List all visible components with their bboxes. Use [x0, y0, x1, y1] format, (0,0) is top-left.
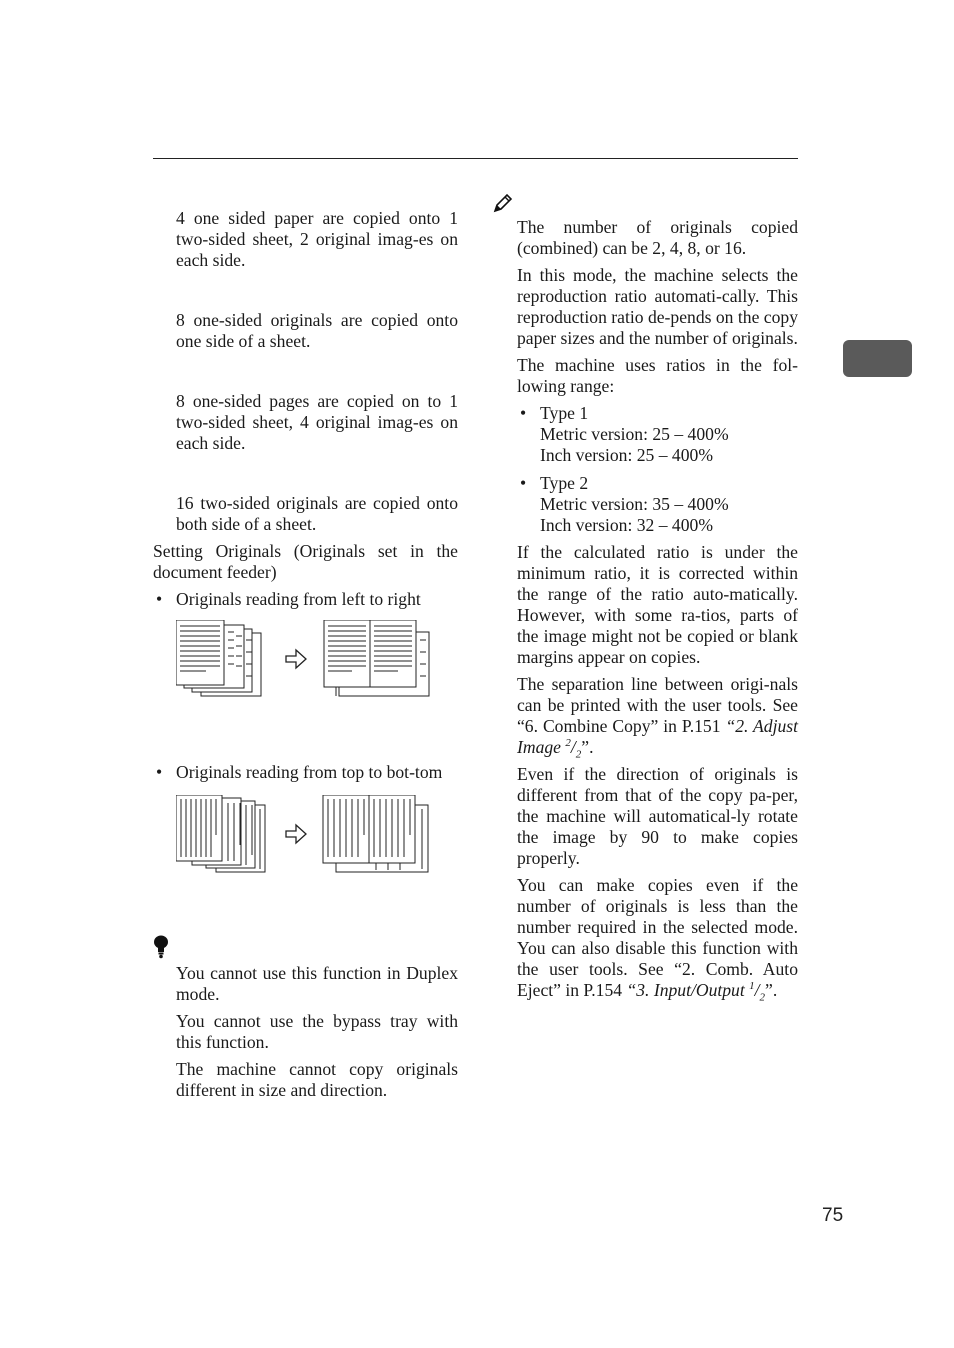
type1-inch: Inch version: 25 – 400%	[540, 445, 713, 465]
combine-item-2: 8 one-sided originals are copied onto one side of a sheet.	[176, 310, 458, 351]
auto-eject-text: You can make copies even if the number of originals is less than the number required in the selected mode. You can also disable this function with the user tools. See “2. Comb. Auto Eject” in P.154	[517, 875, 798, 1000]
type2-title: • Type 2	[540, 473, 589, 493]
type1-title: • Type 1	[540, 403, 589, 423]
left-to-right-diagram	[176, 620, 456, 700]
left-column	[153, 208, 458, 1101]
note-ratio-auto: In this mode, the machine selects the reproduction ratio automati-cally. This reproduction ratio de-pends on the copy paper sizes and the number of originals.	[517, 265, 798, 348]
chapter-tab	[843, 340, 912, 377]
combine-item-1: 4 one sided paper are copied onto 1 two-sided sheet, 2 original imag-es on each side.	[176, 208, 458, 270]
setting-originals-heading: Setting Originals (Originals set in the document feeder)	[153, 541, 458, 582]
combine-item-4: 16 two-sided originals are copied onto both side of a sheet.	[176, 493, 458, 534]
limitation-2: You cannot use the bypass tray with this function.	[176, 1011, 458, 1052]
type1-bullet	[517, 403, 798, 466]
note-auto-eject: You can make copies even if the number of originals is less than the number required in the selected mode. You can also disable this function with the user tools. See “2. Comb. Auto Eject” in P.154 “3. Input/Output $^1/_2$”.	[517, 875, 798, 1004]
arrow-icon	[286, 825, 306, 843]
pencil-note-icon	[492, 192, 514, 214]
header-rule	[153, 158, 798, 159]
type2-inch: Inch version: 32 – 400%	[540, 515, 713, 535]
limitation-1: You cannot use this function in Duplex mode.	[176, 963, 458, 1004]
combine-item-3: 8 one-sided pages are copied on to 1 two-sided sheet, 4 original imag-es on each side.	[176, 391, 458, 453]
note-originals-count: The number of originals copied (combined) can be 2, 4, 8, or 16.	[517, 217, 798, 258]
top-to-bottom-diagram	[176, 795, 456, 875]
auto-eject-ref: “3. Input/Output $^1/_2$	[626, 980, 766, 1004]
note-ratio-range: The machine uses ratios in the fol-lowing range:	[517, 355, 798, 396]
type2-bullet	[517, 473, 798, 536]
type1-metric: Metric version: 25 – 400%	[540, 424, 729, 444]
separation-text: The separation line between origi-nals can be printed with the user tools. See “6. Combine Copy” in P.151	[517, 674, 798, 736]
bullet-top-to-bottom: • Originals reading from top to bot-tom	[153, 762, 458, 783]
page-number: 75	[822, 1205, 844, 1226]
note-separation-line: The separation line between origi-nals can be printed with the user tools. See “6. Combine Copy” in P.151 “2. Adjust Image $^2/_2$”.	[517, 674, 798, 761]
arrow-icon	[286, 650, 306, 668]
bullet-left-to-right: • Originals reading from left to right	[153, 589, 458, 610]
important-icon	[153, 935, 171, 959]
note-ratio-correction: If the calculated ratio is under the minimum ratio, it is corrected within the range of the ratio auto-matically. However, with some ra-tios, parts of the image might not be copied or blank margins appear on copies.	[517, 542, 798, 667]
right-column	[517, 190, 798, 1004]
type2-metric: Metric version: 35 – 400%	[540, 494, 729, 514]
limitation-3: The machine cannot copy originals different in size and direction.	[176, 1059, 458, 1100]
separation-ref: “2. Adjust Image $^2/_2$	[517, 716, 798, 761]
note-rotation: Even if the direction of originals is different from that of the copy pa-per, the machine will automatical-ly rotate the image by 90 to make copies properly.	[517, 764, 798, 868]
